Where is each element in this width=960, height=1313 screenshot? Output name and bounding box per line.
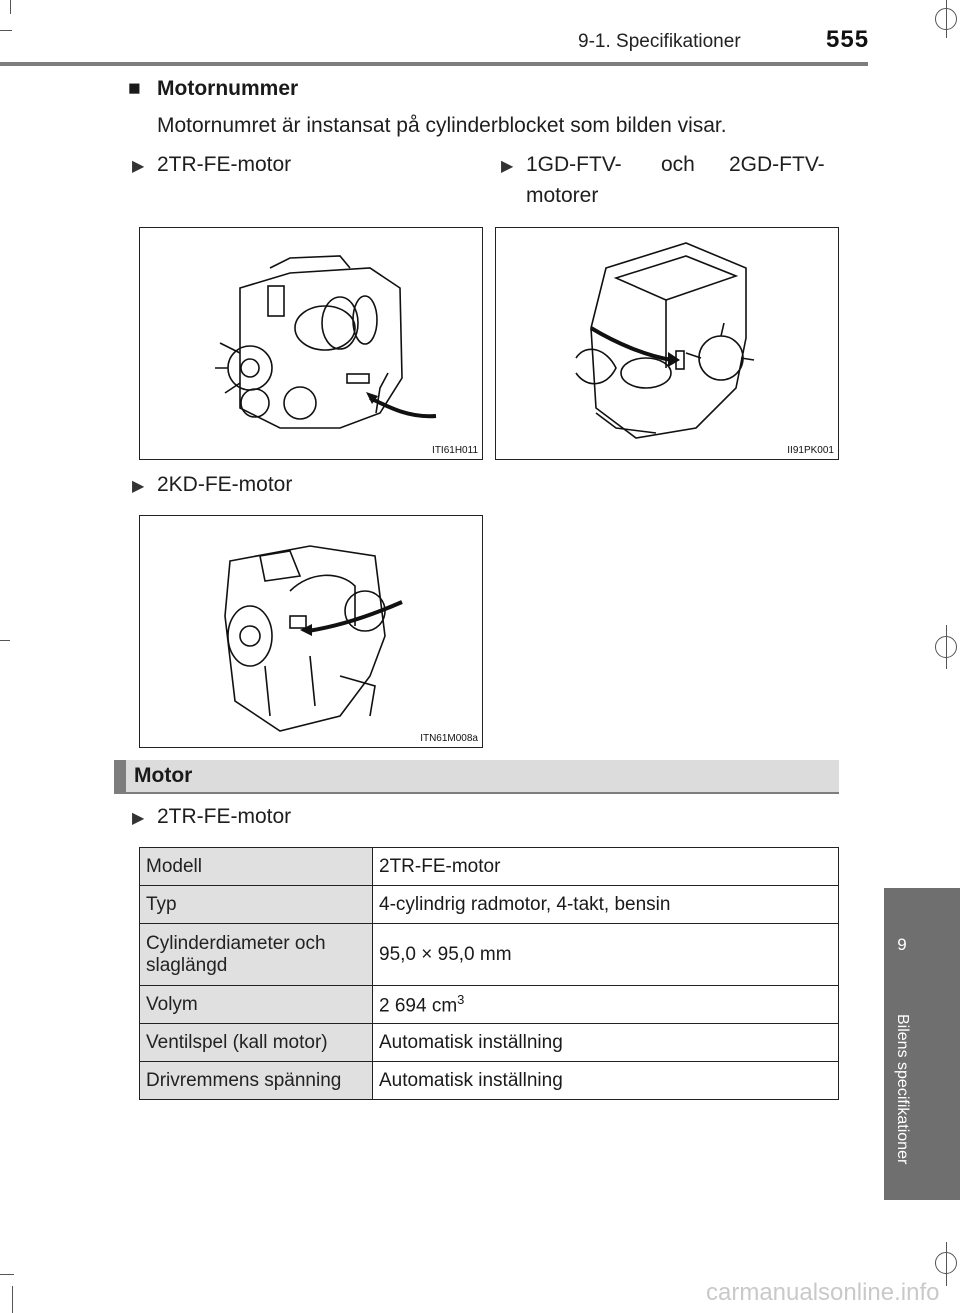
crop-mark [0,640,10,641]
section-bar-accent [114,760,126,792]
figure-label-1gd-part2: och [661,153,695,176]
section-reference: 9-1. Specifikationer [578,31,741,52]
crop-mark [10,0,11,14]
engine-illustration [496,228,838,459]
spec-table [139,847,839,1100]
figure-code: ITI61H011 [432,445,478,456]
volume-value: 2 694 cm [379,995,458,1017]
triangle-right-icon: ▶ [132,810,145,827]
crop-mark [0,30,12,31]
crop-mark [0,1274,14,1275]
table-key [140,924,373,986]
table-key: Volym [140,986,373,1024]
table-value: 4-cylindrig radmotor, 4-takt, bensin [373,886,839,924]
figure-label-2tr: 2TR-FE-motor [157,153,292,176]
table-row [140,848,839,886]
figure-2tr-engine [139,227,483,460]
figure-label-1gd-part3: 2GD-FTV- [729,153,825,176]
chapter-tab[interactable] [884,888,960,978]
table-value: 95,0 × 95,0 mm [373,924,839,986]
motor-heading: Motor [134,764,193,787]
figure-2kd-engine [139,515,483,748]
heading-marker: ■ [128,77,141,100]
table-key-line: Cylinderdiameter och [146,932,326,954]
engine-illustration [140,228,482,459]
table-row [140,1024,839,1062]
table-value [373,986,839,1024]
table-key-line: slaglängd [146,954,228,976]
header-rule [0,62,868,66]
figure-label-2kd: 2KD-FE-motor [157,473,293,496]
table-key: Ventilspel (kall motor) [140,1024,373,1062]
table-key: Typ [140,886,373,924]
figure-code: ITN61M008a [420,733,478,744]
triangle-right-icon: ▶ [132,478,145,495]
figure-label-1gd-part1: 1GD-FTV- [526,153,622,176]
section-bar [114,760,839,792]
chapter-tab-label: Bilens specifikationer [894,1013,911,1165]
crop-mark [946,625,947,669]
table-value: 2TR-FE-motor [373,848,839,886]
table-row [140,886,839,924]
triangle-right-icon: ▶ [501,158,514,175]
description-text: Motornumret är instansat på cylinderblocket som bilden visar. [157,114,727,137]
volume-unit-exponent: 3 [457,991,465,1007]
figure-code: II91PK001 [787,445,834,456]
watermark: carmanualsonline.info [706,1279,940,1306]
figure-label-1gd-line2: motorer [526,184,599,207]
engine-illustration [140,516,482,747]
table-row [140,986,839,1024]
crop-mark [946,1242,947,1286]
crop-mark [12,1286,13,1313]
table-row [140,1062,839,1100]
table-value: Automatisk inställning [373,1024,839,1062]
section-bar-underline [114,792,839,794]
page-number: 555 [826,26,870,53]
table-value: Automatisk inställning [373,1062,839,1100]
table-key: Modell [140,848,373,886]
table-row [140,924,839,986]
table-key: Drivremmens spänning [140,1062,373,1100]
section-heading: Motornummer [157,77,299,100]
crop-mark [946,0,947,38]
figure-1gd-2gd-engine [495,227,839,460]
triangle-right-icon: ▶ [132,158,145,175]
table-sub-label: 2TR-FE-motor [157,805,292,828]
chapter-tab-number: 9 [897,935,907,954]
